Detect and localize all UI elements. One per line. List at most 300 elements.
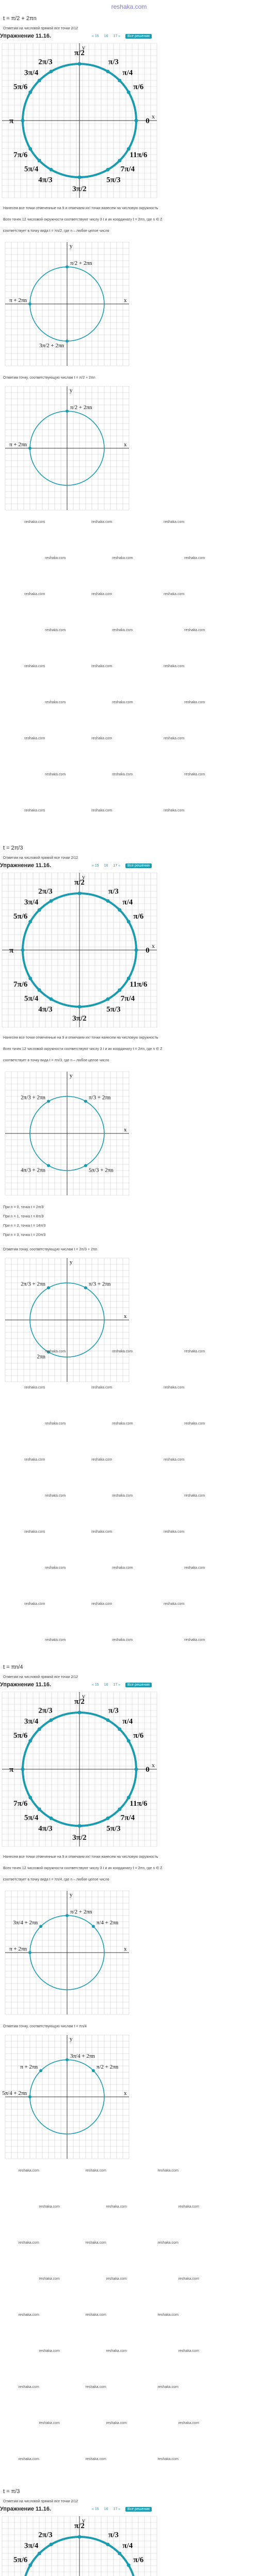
angle-point [118, 988, 121, 992]
caption-2: Отметим точку, соответствующую числам t = π/2 + 2πn [3, 376, 95, 380]
watermark: reshaka.com [91, 1458, 112, 1462]
angle-point [106, 997, 110, 1001]
marked-point [84, 1286, 87, 1290]
angle-point [135, 948, 138, 952]
marked-point [84, 1100, 87, 1103]
caption-2: Отметим точку, соответствующую числам t = πn/4 [3, 2025, 87, 2028]
angle-point [78, 2535, 82, 2539]
watermark: reshaka.com [91, 737, 112, 740]
angle-label: π/6 [133, 1732, 144, 1740]
angle-point [127, 1739, 131, 1743]
marked-point [66, 2058, 69, 2061]
unit-circle-large [2, 873, 157, 1027]
exercise-toolbar [92, 1682, 152, 1688]
watermark: reshaka.com [184, 556, 205, 560]
watermark: reshaka.com [45, 773, 66, 776]
watermark: reshaka.com [24, 809, 45, 812]
unit-circle-small [5, 242, 129, 366]
point-label: π/3 + 2πn [89, 1281, 111, 1287]
angle-point [50, 2543, 53, 2546]
angle-point [50, 1817, 53, 1820]
watermark: reshaka.com [112, 773, 133, 776]
watermark: reshaka.com [164, 1458, 185, 1462]
angle-label: 7π/6 [13, 1800, 28, 1808]
angle-label: 2π/3 [38, 2531, 53, 2539]
watermark: reshaka.com [45, 1566, 66, 1570]
watermark: reshaka.com [157, 2169, 179, 2173]
angle-label: 5π/4 [24, 994, 39, 1003]
watermark: reshaka.com [45, 1638, 66, 1642]
watermark: reshaka.com [184, 1566, 205, 1570]
watermark: reshaka.com [24, 665, 45, 668]
next-link[interactable]: 17 » [113, 34, 121, 38]
axis-label-y: y [82, 1692, 85, 1700]
watermark: reshaka.com [157, 2241, 179, 2245]
p-line: При n = 1, точка t = 8π/3 [3, 1215, 44, 1218]
angle-point [50, 997, 53, 1001]
watermark: reshaka.com [18, 2458, 39, 2461]
angle-label: π/4 [122, 2541, 133, 2550]
exercise-title: Упражнение 11.16. [0, 862, 52, 869]
watermark: reshaka.com [184, 1638, 205, 1642]
angle-point [21, 1768, 25, 1771]
watermark: reshaka.com [24, 737, 45, 740]
angle-label: π/4 [122, 1717, 133, 1726]
exercise-toolbar [92, 33, 152, 39]
point-label: π/2 + 2πn [96, 2064, 119, 2071]
watermark: reshaka.com [45, 1494, 66, 1498]
angle-point [50, 1718, 53, 1722]
site-title[interactable]: reshaka.com [111, 3, 147, 10]
angle-label: π/2 [74, 1698, 85, 1706]
angle-label: 4π/3 [38, 1005, 53, 1014]
watermark: reshaka.com [45, 701, 66, 704]
watermark: reshaka.com [112, 701, 133, 704]
axis-label-x: x [152, 113, 155, 120]
angle-point [106, 70, 110, 73]
watermark: reshaka.com [112, 1422, 133, 1426]
unit-circle-large [2, 43, 157, 198]
point-label: π + 2πn [20, 2064, 38, 2071]
angle-point [78, 62, 82, 66]
angle-label: 7π/4 [120, 994, 135, 1003]
angle-label: π/4 [122, 898, 133, 907]
intro-formula: t = π/3 [3, 2488, 20, 2495]
unit-circle-large [2, 2516, 157, 2576]
point-label: 3π/4 + 2πn [70, 2053, 95, 2059]
angle-label: 3π/2 [72, 1014, 87, 1023]
watermark: reshaka.com [18, 2385, 39, 2389]
watermark: reshaka.com [184, 701, 205, 704]
watermark: reshaka.com [164, 1602, 185, 1606]
angle-label: 7π/4 [120, 165, 135, 174]
angle-point [21, 119, 25, 123]
exercise-title: Упражнение 11.16. [0, 1682, 52, 1688]
angle-label: π/3 [108, 58, 119, 66]
watermark: reshaka.com [24, 1458, 45, 1462]
angle-point [127, 91, 131, 94]
angle-label: π [9, 1766, 14, 1774]
angle-label: 5π/6 [13, 83, 28, 91]
watermark: reshaka.com [178, 2205, 199, 2209]
point-label: 4π/3 + 2πn [21, 1167, 45, 1174]
note-line-1: Нанесем все точки отмеченные на 9 и отмечаем их! точки нанесем на числовую окружность [3, 1036, 158, 1040]
p-line: При n = 3, точка t = 20π/3 [3, 1233, 46, 1237]
angle-point [78, 176, 82, 179]
angle-label: 7π/6 [13, 980, 28, 989]
angle-label: 2π/3 [38, 1706, 53, 1715]
angle-point [78, 1711, 82, 1715]
watermark: reshaka.com [157, 2313, 179, 2317]
angle-label: 11π/6 [130, 980, 148, 989]
watermark: reshaka.com [112, 629, 133, 632]
caption-2: Отметим точку, соответствующую числам t = 2π/3 + 2πn [3, 1248, 98, 1251]
watermark: reshaka.com [112, 1566, 133, 1570]
watermark: reshaka.com [91, 520, 112, 524]
axis-label-y: y [70, 243, 73, 249]
angle-point [50, 168, 53, 172]
point-label: 2π/3 + 2πn [21, 1094, 45, 1101]
caption-circle: Отметим на числовой прямой все точки 2/12 [3, 856, 78, 860]
watermark: reshaka.com [45, 556, 66, 560]
watermark: reshaka.com [178, 2277, 199, 2281]
angle-label: 11π/6 [130, 1800, 148, 1808]
point-label: 3π/4 + 2πn [13, 1920, 38, 1926]
exercise-title: Упражнение 11.16. [0, 2506, 52, 2512]
marked-point [47, 1100, 50, 1103]
marked-point [47, 1164, 50, 1167]
watermark: reshaka.com [18, 2313, 39, 2317]
watermark: reshaka.com [178, 2421, 199, 2425]
angle-label: 3π/4 [24, 1717, 39, 1726]
point-label: 2πn [37, 1353, 45, 1360]
point-label: π/2 + 2πn [70, 260, 92, 266]
watermark: reshaka.com [106, 2421, 127, 2425]
angle-point [127, 1796, 131, 1800]
axis-label-x: x [124, 297, 127, 303]
current-link[interactable]: 16 [104, 2507, 108, 2511]
watermark: reshaka.com [39, 2349, 60, 2353]
prev-link[interactable]: « 15 [92, 1683, 99, 1687]
current-link[interactable]: 16 [104, 1683, 108, 1687]
prev-link[interactable]: « 15 [92, 2507, 99, 2511]
note-line-2: Всех точек 12 числовой окружности соответствуют числу 3 t и их координату t = 2πn, где n ∈ Z [3, 1867, 163, 1870]
angle-label: 3π/2 [72, 1834, 87, 1842]
angle-label: 5π/6 [13, 1732, 28, 1740]
watermark: reshaka.com [45, 1422, 66, 1426]
watermark: reshaka.com [164, 1386, 185, 1389]
angle-label: 0 [146, 1766, 150, 1774]
note-line-2: Всех точек 12 числовой окружности соответствуют числу 3 t и их координату t = 2πn, где n ∈ Z [3, 1047, 163, 1051]
next-link[interactable]: 17 » [113, 863, 121, 868]
watermark: reshaka.com [184, 1422, 205, 1426]
angle-point [127, 2564, 131, 2567]
watermark: reshaka.com [45, 1350, 66, 1353]
angle-label: π/3 [108, 1706, 119, 1715]
angle-label: 7π/4 [120, 1814, 135, 1822]
angle-label: π/2 [74, 878, 85, 887]
point-label: 2π/3 + 2πn [21, 1281, 45, 1287]
angle-point [38, 988, 41, 992]
axis-label-y: y [82, 873, 85, 880]
point-label: π/2 + 2πn [70, 1909, 92, 1915]
watermark: reshaka.com [112, 1350, 133, 1353]
angle-label: 7π/6 [13, 151, 28, 159]
axis-label-x: x [152, 1761, 155, 1769]
watermark: reshaka.com [91, 1530, 112, 1534]
marked-point [28, 302, 31, 306]
angle-label: 5π/4 [24, 165, 39, 174]
angle-label: π/3 [108, 887, 119, 896]
prev-link[interactable]: « 15 [92, 34, 99, 38]
p-line: При n = 0, точка t = 2π/3 [3, 1206, 44, 1209]
angle-label: 0 [146, 117, 150, 125]
angle-label: π/4 [122, 69, 133, 77]
angle-point [28, 977, 32, 980]
angle-label: 3π/4 [24, 898, 39, 907]
axis-label-y: y [70, 1892, 73, 1898]
axis-label-y: y [70, 1259, 73, 1265]
watermark: reshaka.com [164, 665, 185, 668]
point-label: 5π/4 + 2πn [2, 2090, 27, 2096]
unit-circle-small [5, 1258, 129, 1382]
angle-point [135, 119, 138, 123]
unit-circle-small [5, 386, 129, 510]
angle-point [78, 1824, 82, 1828]
angle-label: 2π/3 [38, 58, 53, 66]
marked-point [66, 410, 69, 413]
angle-label: π/2 [74, 2522, 85, 2530]
point-label: π/3 + 2πn [89, 1094, 111, 1101]
marked-point [28, 447, 31, 450]
angle-point [118, 1727, 121, 1731]
angle-point [118, 79, 121, 82]
angle-point [28, 920, 32, 924]
watermark: reshaka.com [45, 629, 66, 632]
exercise-toolbar [92, 2506, 152, 2512]
marked-point [47, 1286, 50, 1290]
watermark: reshaka.com [91, 592, 112, 596]
watermark: reshaka.com [39, 2277, 60, 2281]
angle-point [106, 899, 110, 903]
point-label: 3π/2 + 2πn [39, 343, 64, 349]
watermark: reshaka.com [106, 2349, 127, 2353]
unit-circle-large [2, 1692, 157, 1846]
watermark: reshaka.com [164, 809, 185, 812]
point-label: π + 2πn [9, 1946, 27, 1952]
note-line-1: Нанесем все точки отмеченные на 9 и отмечаем их! точки нанесем на числовую окружность [3, 207, 158, 210]
watermark: reshaka.com [18, 2241, 39, 2245]
point-label: 5π/3 + 2πn [89, 1167, 114, 1174]
marked-point [66, 340, 69, 343]
watermark: reshaka.com [85, 2313, 106, 2317]
angle-label: 3π/4 [24, 69, 39, 77]
watermark: reshaka.com [24, 1386, 45, 1389]
marked-point [84, 1164, 87, 1167]
watermark: reshaka.com [91, 665, 112, 668]
axis-label-y: y [82, 44, 85, 51]
angle-label: 3π/4 [24, 2541, 39, 2550]
angle-label: 5π/3 [106, 1005, 121, 1014]
marked-point [28, 1951, 31, 1954]
marked-point [39, 2069, 42, 2072]
unit-circle-small [2, 2035, 129, 2159]
angle-label: π/2 [74, 49, 85, 57]
all-solutions-button[interactable]: Все решения [125, 1683, 152, 1687]
angle-point [127, 920, 131, 924]
marked-point [66, 1914, 69, 1917]
angle-point [78, 892, 82, 895]
axis-label-x: x [124, 1313, 127, 1319]
prev-link[interactable]: « 15 [92, 863, 99, 868]
angle-point [50, 899, 53, 903]
axis-label-x: x [124, 442, 127, 448]
watermark: reshaka.com [85, 2385, 106, 2389]
angle-label: π/6 [133, 83, 144, 91]
angle-label: π/3 [108, 2531, 119, 2539]
point-label: π + 2πn [9, 442, 27, 448]
axis-label-x: x [152, 942, 155, 950]
angle-label: 5π/3 [106, 1824, 121, 1833]
exercise-title: Упражнение 11.16. [0, 33, 52, 39]
angle-label: 4π/3 [38, 1824, 53, 1833]
angle-point [106, 1817, 110, 1820]
angle-label: 5π/4 [24, 1814, 39, 1822]
caption-circle: Отметим на числовой прямой все точки 2/12 [3, 27, 78, 30]
exercise-toolbar [92, 862, 152, 869]
angle-label: 5π/3 [106, 176, 121, 184]
p-line: При n = 2, точка t = 14π/3 [3, 1224, 46, 1228]
watermark: reshaka.com [106, 2277, 127, 2281]
watermark: reshaka.com [184, 1350, 205, 1353]
note-line-2: Всех точек 12 числовой окружности соответствуют числу 3 t и их координату t = 2πn, где n ∈ Z [3, 218, 163, 222]
watermark: reshaka.com [85, 2169, 106, 2173]
axis-label-y: y [70, 1073, 73, 1079]
axis-label-x: x [124, 1946, 127, 1952]
angle-label: 2π/3 [38, 887, 53, 896]
angle-point [28, 1739, 32, 1743]
angle-point [21, 948, 25, 952]
angle-point [38, 1727, 41, 1731]
angle-label: 0 [146, 946, 150, 955]
point-label: π/4 + 2πn [96, 1920, 119, 1926]
angle-point [38, 2552, 41, 2555]
current-link[interactable]: 16 [104, 863, 108, 868]
axis-label-y: y [70, 387, 73, 394]
watermark: reshaka.com [164, 737, 185, 740]
marked-point [92, 1925, 95, 1928]
angle-point [118, 1807, 121, 1811]
angle-label: 5π/6 [13, 912, 28, 921]
watermark: reshaka.com [178, 2349, 199, 2353]
intro-formula: t = 2π/3 [3, 845, 23, 851]
axis-label-x: x [124, 1127, 127, 1133]
angle-point [38, 159, 41, 162]
point-label: π + 2πn [9, 297, 27, 303]
all-solutions-button[interactable]: Все решения [125, 863, 152, 868]
axis-label-y: y [70, 2036, 73, 2042]
watermark: reshaka.com [91, 809, 112, 812]
angle-point [38, 1807, 41, 1811]
watermark: reshaka.com [112, 1494, 133, 1498]
angle-point [106, 2543, 110, 2546]
watermark: reshaka.com [157, 2458, 179, 2461]
note-line-3: соответствует в точку вида t = πn/4, где n – любое целое число [3, 1878, 109, 1882]
angle-point [118, 2552, 121, 2555]
angle-point [28, 2564, 32, 2567]
note-line-3: соответствует в точку вида t = πn/3, где n – любое целое число [3, 1059, 109, 1062]
watermark: reshaka.com [91, 1602, 112, 1606]
all-solutions-button[interactable]: Все решения [125, 34, 152, 39]
angle-label: π [9, 946, 14, 955]
watermark: reshaka.com [85, 2241, 106, 2245]
angle-label: 3π/2 [72, 185, 87, 193]
watermark: reshaka.com [39, 2421, 60, 2425]
all-solutions-button[interactable]: Все решения [125, 2507, 152, 2512]
watermark: reshaka.com [18, 2169, 39, 2173]
watermark: reshaka.com [184, 773, 205, 776]
watermark: reshaka.com [112, 556, 133, 560]
next-link[interactable]: 17 » [113, 1683, 121, 1687]
axis-label-x: x [124, 2090, 127, 2096]
marked-point [92, 2069, 95, 2072]
marked-point [39, 1925, 42, 1928]
watermark: reshaka.com [91, 1386, 112, 1389]
angle-label: 4π/3 [38, 176, 53, 184]
watermark: reshaka.com [164, 1530, 185, 1534]
angle-point [50, 70, 53, 73]
marked-point [66, 265, 69, 268]
point-label: π/2 + 2πn [70, 404, 92, 411]
watermark: reshaka.com [85, 2458, 106, 2461]
watermark: reshaka.com [106, 2205, 127, 2209]
watermark: reshaka.com [24, 1530, 45, 1534]
intro-formula: t = π/2 + 2πn [3, 15, 37, 22]
unit-circle-small [5, 1891, 129, 2014]
watermark: reshaka.com [24, 520, 45, 524]
watermark: reshaka.com [184, 629, 205, 632]
angle-point [118, 159, 121, 162]
angle-label: π/6 [133, 912, 144, 921]
note-line-3: соответствует в точку вида t = πn/2, где n – любое целое число [3, 229, 109, 233]
angle-point [38, 908, 41, 912]
current-link[interactable]: 16 [104, 34, 108, 38]
next-link[interactable]: 17 » [113, 2507, 121, 2511]
angle-point [106, 1718, 110, 1722]
caption-circle: Отметим на числовой прямой все точки 2/12 [3, 2500, 78, 2503]
marked-point [28, 2095, 31, 2098]
angle-label: π [9, 117, 14, 125]
angle-point [38, 79, 41, 82]
angle-point [78, 1005, 82, 1009]
angle-point [28, 91, 32, 94]
angle-label: π/6 [133, 2556, 144, 2564]
angle-point [127, 147, 131, 151]
watermark: reshaka.com [24, 1602, 45, 1606]
angle-label: 11π/6 [130, 151, 148, 159]
angle-point [106, 168, 110, 172]
angle-point [127, 977, 131, 980]
angle-point [118, 908, 121, 912]
watermark: reshaka.com [184, 1494, 205, 1498]
watermark: reshaka.com [164, 520, 185, 524]
watermark: reshaka.com [24, 592, 45, 596]
watermark: reshaka.com [39, 2205, 60, 2209]
watermark: reshaka.com [164, 592, 185, 596]
angle-point [28, 1796, 32, 1800]
angle-label: 5π/6 [13, 2556, 28, 2564]
angle-point [28, 147, 32, 151]
